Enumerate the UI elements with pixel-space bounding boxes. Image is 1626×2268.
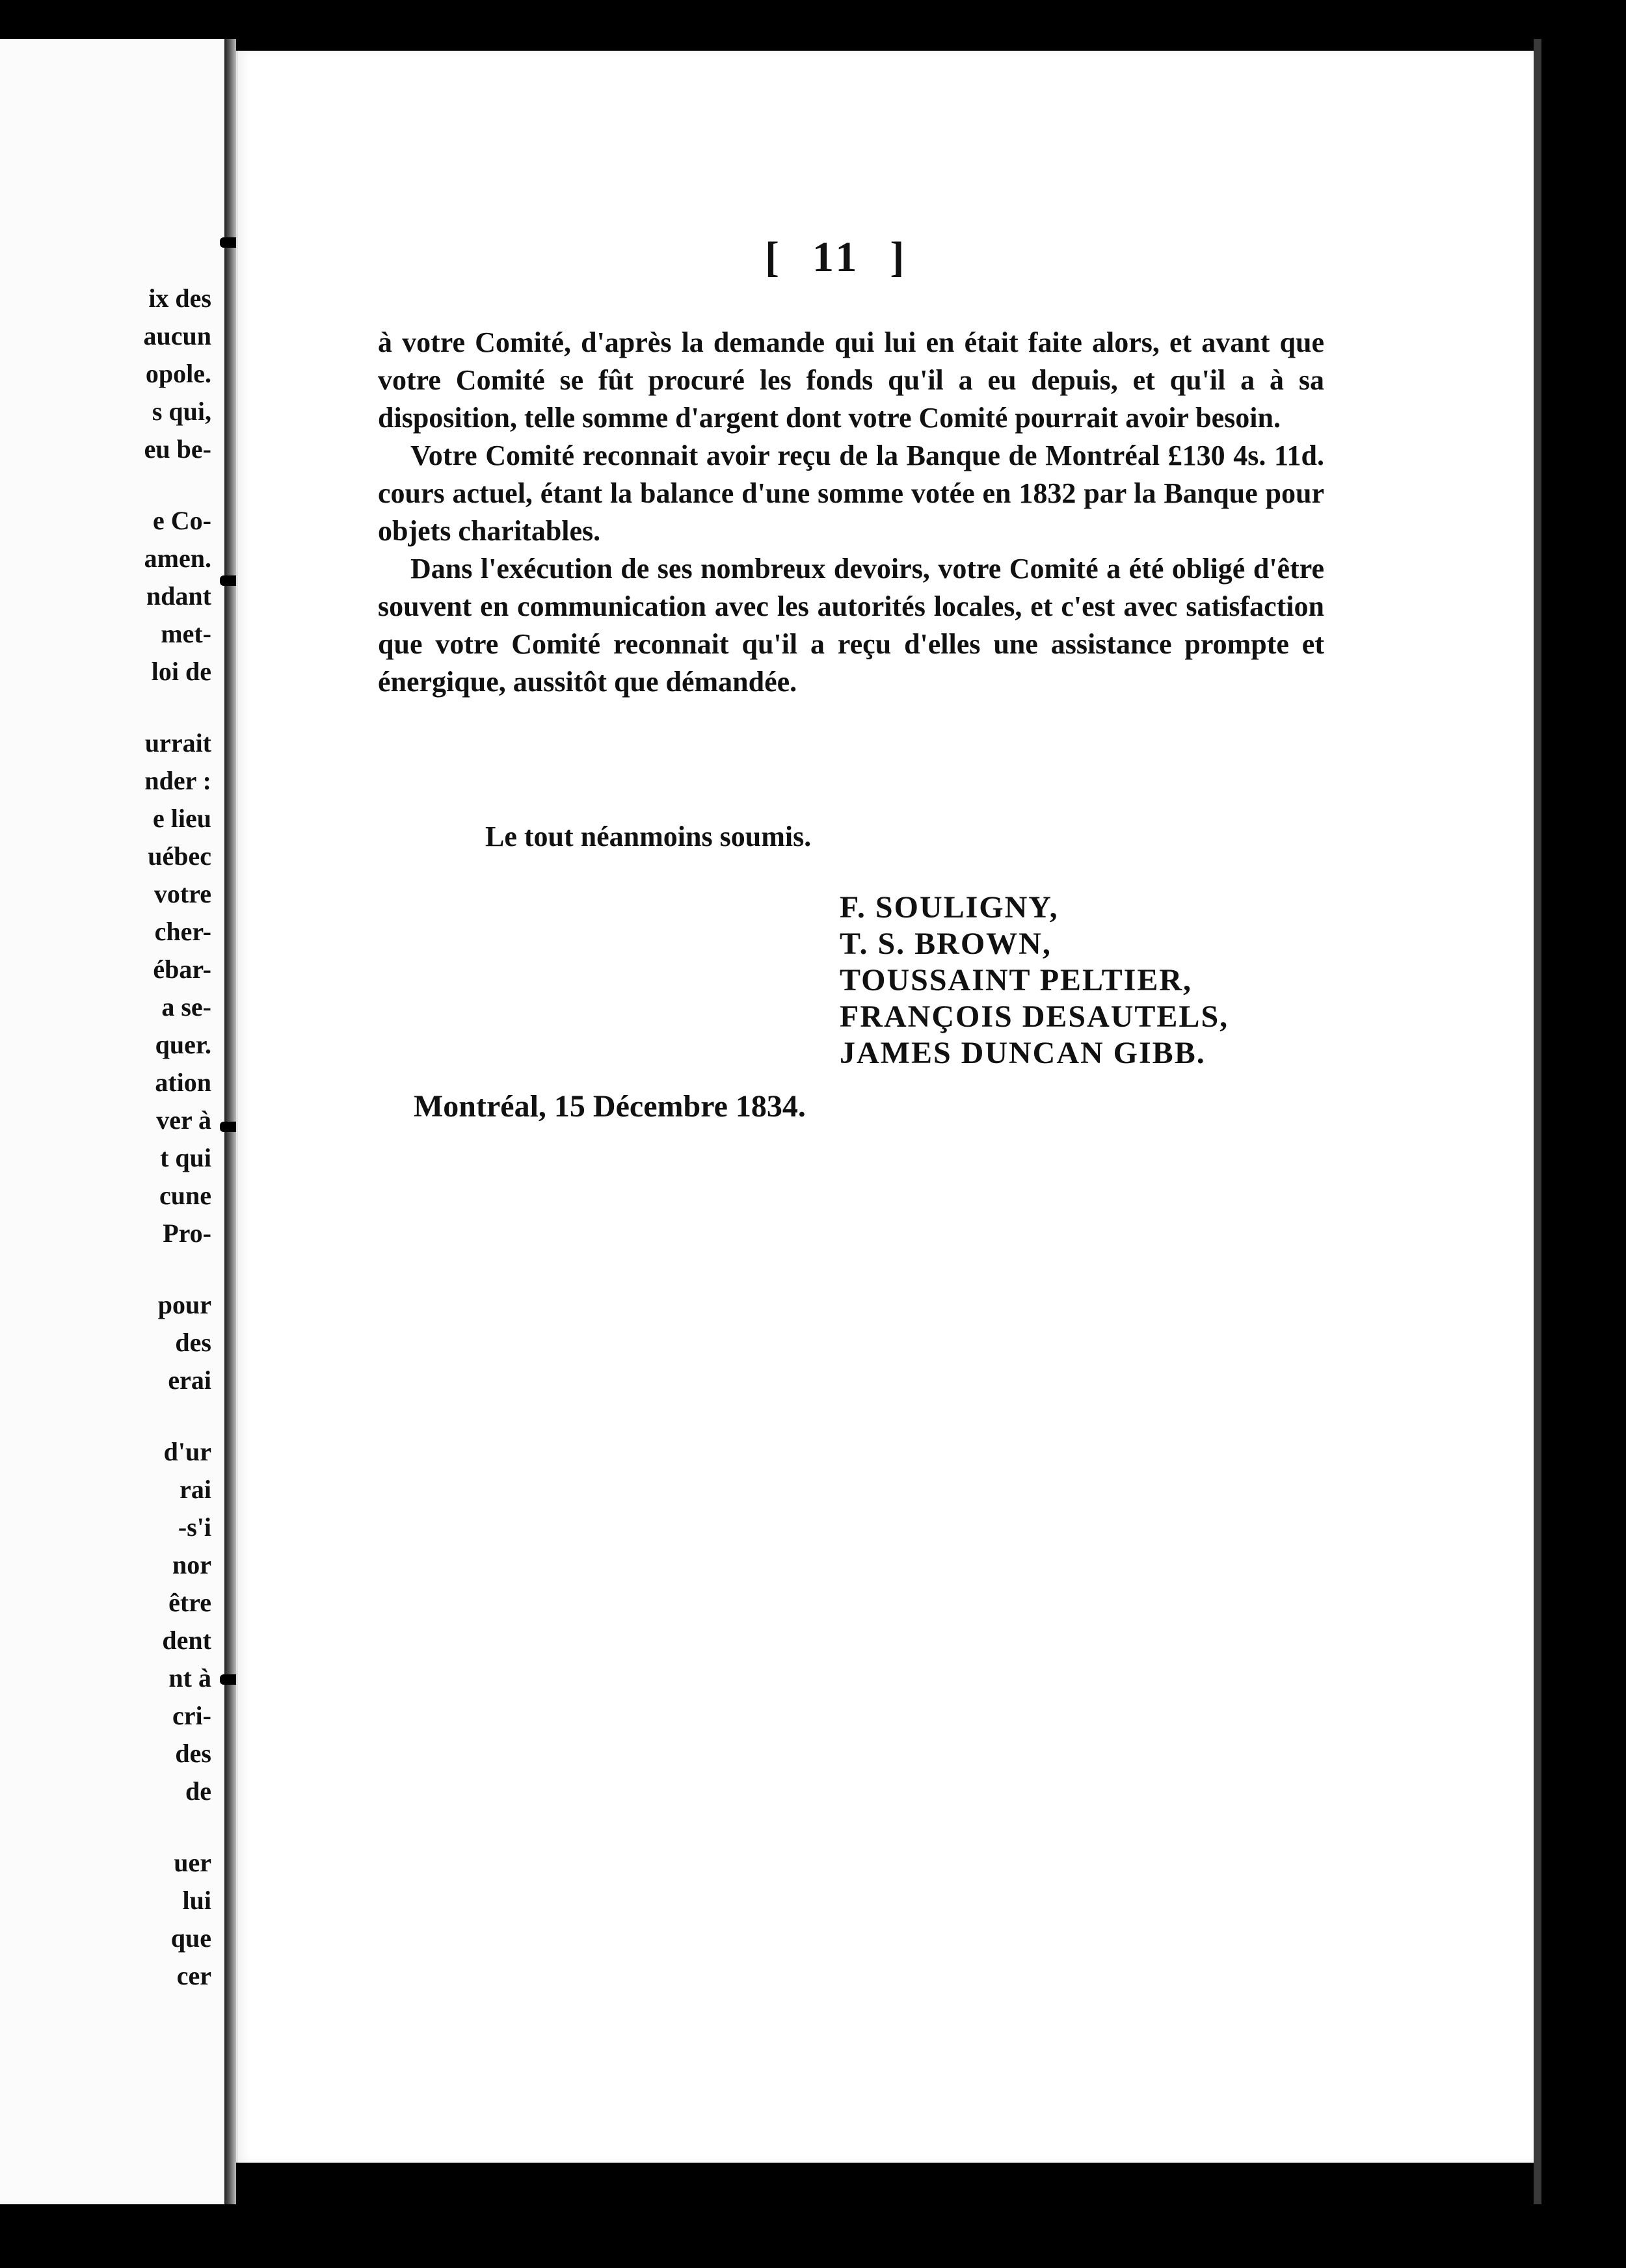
facing-line: amen. bbox=[144, 544, 211, 573]
scan-margin bbox=[1534, 39, 1626, 2204]
facing-line: loi de bbox=[151, 657, 211, 686]
facing-line: dent bbox=[162, 1626, 211, 1655]
line-gap bbox=[0, 1399, 211, 1433]
facing-line: des bbox=[175, 1328, 211, 1357]
facing-line: s qui, bbox=[152, 397, 211, 426]
signatory: JAMES DUNCAN GIBB. bbox=[840, 1036, 1206, 1070]
facing-line: cune bbox=[159, 1181, 211, 1210]
facing-line: cri- bbox=[172, 1701, 211, 1730]
line-gap bbox=[0, 1252, 211, 1286]
paragraph-2: Votre Comité reconnait avoir reçu de la Banque de Montréal £130 4s. 11d. cours actuel, étant la balance d'une somme votée en 1832 par la Banque pour objets charitables. bbox=[378, 440, 1324, 547]
facing-page bbox=[0, 39, 226, 2204]
facing-line: pour bbox=[157, 1290, 211, 1319]
facing-line: eu be- bbox=[144, 434, 211, 464]
facing-line: met- bbox=[161, 619, 211, 648]
line-gap bbox=[0, 691, 211, 724]
closing-line: Le tout néanmoins soumis. bbox=[485, 821, 812, 852]
signature-block bbox=[840, 890, 1229, 1072]
facing-line: nor bbox=[172, 1550, 211, 1579]
line-gap bbox=[0, 1810, 211, 1844]
facing-line: a se- bbox=[161, 992, 211, 1022]
signatory: F. SOULIGNY, bbox=[840, 890, 1059, 925]
facing-line: erai bbox=[168, 1365, 211, 1395]
page-edge bbox=[1534, 39, 1541, 2204]
facing-line: votre bbox=[153, 879, 211, 908]
facing-line: t qui bbox=[160, 1143, 211, 1172]
document-page bbox=[236, 51, 1536, 2163]
facing-line: cer bbox=[176, 1961, 211, 1990]
facing-line: e Co- bbox=[153, 506, 211, 535]
paragraph-3: Dans l'exécution de ses nombreux devoirs, votre Comité a été obligé d'être souvent en communication avec les autorités locales, et c'est avec satisfaction que votre Comité reconnait qu'il a reçu d'elles une assistance prompte et énergique, aussitôt que démandée. bbox=[378, 553, 1324, 698]
facing-page-text bbox=[0, 280, 211, 1995]
facing-line: des bbox=[175, 1739, 211, 1768]
facing-line: nder : bbox=[144, 766, 211, 795]
facing-line: urrait bbox=[144, 728, 211, 758]
place-and-date: Montréal, 15 Décembre 1834. bbox=[414, 1089, 806, 1124]
facing-line: uébec bbox=[148, 841, 211, 871]
facing-line: quer. bbox=[155, 1030, 211, 1059]
facing-line: d'ur bbox=[163, 1437, 211, 1466]
facing-line: de bbox=[185, 1776, 211, 1806]
facing-line: -s'i bbox=[178, 1512, 211, 1542]
facing-line: être bbox=[168, 1588, 211, 1617]
body-text bbox=[378, 324, 1324, 701]
facing-line: opole. bbox=[145, 359, 211, 388]
facing-line: ébar- bbox=[153, 955, 211, 984]
page-number: [ 11 ] bbox=[765, 233, 909, 281]
line-gap bbox=[0, 468, 211, 502]
facing-line: nt à bbox=[168, 1663, 211, 1693]
facing-line: e lieu bbox=[153, 804, 211, 833]
facing-line: ver à bbox=[156, 1105, 211, 1135]
signatory: TOUSSAINT PELTIER, bbox=[840, 963, 1193, 997]
facing-line: ix des bbox=[148, 284, 211, 313]
facing-line: lui bbox=[182, 1886, 211, 1915]
facing-line: cher- bbox=[154, 917, 211, 946]
signatory: T. S. BROWN, bbox=[840, 927, 1052, 961]
facing-line: que bbox=[170, 1923, 211, 1953]
facing-line: Pro- bbox=[163, 1219, 211, 1248]
facing-line: rai bbox=[180, 1475, 211, 1504]
facing-line: aucun bbox=[143, 321, 211, 350]
paragraph-1: à votre Comité, d'après la demande qui lui en était faite alors, et avant que votre Comité se fût procuré les fonds qu'il a eu depuis, et qu'il a à sa disposition, telle somme d'argent dont votre Comité pourrait avoir besoin. bbox=[378, 326, 1324, 434]
facing-line: ndant bbox=[146, 581, 211, 611]
signatory: FRANÇOIS DESAUTELS, bbox=[840, 999, 1229, 1034]
facing-line: ation bbox=[155, 1068, 211, 1097]
facing-line: uer bbox=[174, 1848, 211, 1877]
